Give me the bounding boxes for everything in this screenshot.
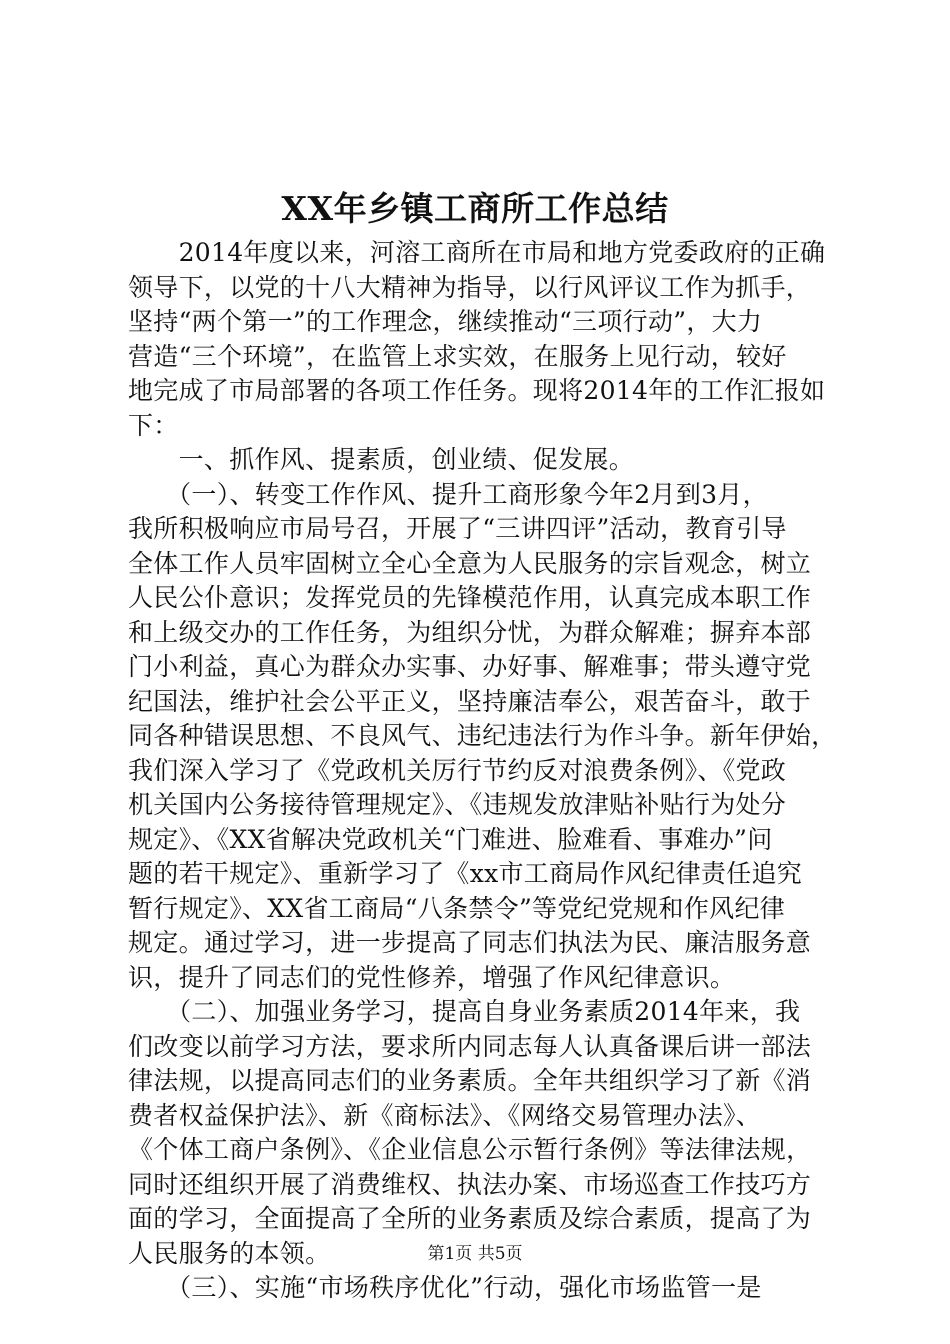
body-line: 同时还组织开展了消费维权、执法办案、市场巡查工作技巧方 [128,1169,812,1199]
body-line: 门小利益，真心为群众办实事、办好事、解难事；带头遵守党 [128,652,812,681]
subsection-heading: （三）、实施“市场秩序优化”行动，强化市场监管一是 [128,1273,762,1302]
body-line: 纪国法，维护社会公平正义，坚持廉洁奉公，艰苦奋斗，敢于 [128,686,812,716]
body-line: 题的若干规定》、重新学习了《xx市工商局作风纪律责任追究 [128,859,803,888]
body-line: 我们深入学习了《党政机关厉行节约反对浪费条例》、《党政 [128,755,787,785]
body-line: 坚持“两个第一”的工作理念，继续推动“三项行动”，大力 [128,307,763,336]
body-line: 规定。通过学习，进一步提高了同志们执法为民、廉洁服务意 [128,928,812,957]
body-line: 规定》、《XX省解决党政机关“门难进、脸难看、事难办”问 [128,824,773,854]
body-line: 我所积极响应市局号召，开展了“三讲四评”活动，教育引导 [128,514,787,543]
body-line: 《个体工商户条例》、《企业信息公示暂行条例》等法律法规， [128,1135,812,1164]
body-line: 人民公仆意识；发挥党员的先锋模范作用，认真完成本职工作 [128,583,812,612]
body-line: 费者权益保护法》、新《商标法》、《网络交易管理办法》、 [128,1100,762,1130]
body-line: 暂行规定》、XX省工商局“八条禁令”等党纪党规和作风纪律 [128,893,786,923]
body-line: 们改变以前学习方法，要求所内同志每人认真备课后讲一部法 [128,1031,812,1061]
body-line: 2014年度以来，河溶工商所在市局和地方党委政府的正确 [128,238,826,267]
document-body [128,236,838,1306]
body-line: 全体工作人员牢固树立全心全意为人民服务的宗旨观念，树立 [128,548,812,578]
section-heading: 一、抓作风、提素质，创业绩、促发展。 [128,445,635,474]
body-line: 机关国内公务接待管理规定》、《违规发放津贴补贴行为处分 [128,790,787,819]
body-line: 同各种错误思想、不良风气、违纪违法行为作斗争。新年伊始， [128,721,837,750]
document-title: XX年乡镇工商所工作总结 [281,189,669,228]
body-line: 下： [128,410,179,440]
body-line: 律法规，以提高同志们的业务素质。全年共组织学习了新《消 [128,1066,812,1095]
subsection-heading: （一）、转变工作作风、提升工商形象今年2月到3月， [128,479,768,509]
body-line: 领导下，以党的十八大精神为指导，以行风评议工作为抓手， [128,272,812,302]
body-line: 人民服务的本领。 [128,1238,331,1268]
subsection-heading: （二）、加强业务学习，提高自身业务素质2014年来，我 [128,997,801,1026]
body-line: 面的学习，全面提高了全所的业务素质及综合素质，提高了为 [128,1204,812,1233]
body-line: 营造“三个环境”，在监管上求实效，在服务上见行动，较好 [128,341,787,371]
body-line: 地完成了市局部署的各项工作任务。现将2014年的工作汇报如 [128,376,826,405]
body-line: 和上级交办的工作任务，为组织分忧，为群众解难；摒弃本部 [128,617,812,647]
body-line: 识，提升了同志们的党性修养，增强了作风纪律意识。 [128,962,736,992]
page-number: 第1页 共5页 [427,1244,523,1264]
